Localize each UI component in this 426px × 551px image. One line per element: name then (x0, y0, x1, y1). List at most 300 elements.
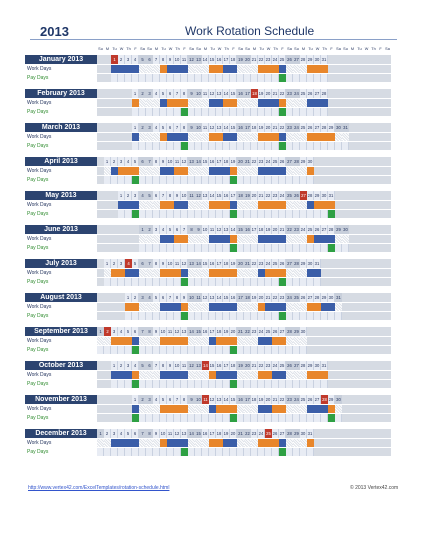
work-day-cell[interactable] (286, 371, 293, 379)
pay-day-cell[interactable] (363, 244, 370, 252)
work-day-cell[interactable] (139, 99, 146, 107)
work-day-cell[interactable] (181, 201, 188, 209)
pay-day-cell[interactable] (111, 142, 118, 150)
pay-day-cell[interactable] (146, 74, 153, 82)
pay-day-cell[interactable] (258, 312, 265, 320)
work-day-cell[interactable] (384, 371, 391, 379)
work-day-cell[interactable] (314, 235, 321, 243)
work-day-cell[interactable] (104, 371, 111, 379)
pay-day-cell[interactable] (251, 448, 258, 456)
work-day-cell[interactable] (342, 65, 349, 73)
work-day-cell[interactable] (167, 439, 174, 447)
pay-day-cell[interactable] (384, 176, 391, 184)
work-day-cell[interactable] (384, 439, 391, 447)
work-day-cell[interactable] (335, 65, 342, 73)
work-day-cell[interactable] (363, 405, 370, 413)
work-day-cell[interactable] (181, 269, 188, 277)
work-day-cell[interactable] (307, 371, 314, 379)
work-day-cell[interactable] (356, 235, 363, 243)
work-day-cell[interactable] (216, 133, 223, 141)
work-day-cell[interactable] (174, 269, 181, 277)
pay-day-cell[interactable] (237, 176, 244, 184)
pay-day-cell[interactable] (237, 380, 244, 388)
work-day-cell[interactable] (237, 133, 244, 141)
pay-day-cell[interactable] (279, 210, 286, 218)
pay-day-cell[interactable] (202, 108, 209, 116)
work-day-cell[interactable] (349, 133, 356, 141)
work-day-cell[interactable] (328, 439, 335, 447)
pay-day-cell[interactable] (223, 448, 230, 456)
pay-day-cell[interactable] (188, 142, 195, 150)
pay-day-cell[interactable] (370, 108, 377, 116)
pay-day-cell[interactable] (181, 142, 188, 150)
pay-day-cell[interactable] (321, 448, 328, 456)
pay-day-cell[interactable] (111, 210, 118, 218)
pay-day-cell[interactable] (167, 244, 174, 252)
pay-day-cell[interactable] (153, 448, 160, 456)
pay-day-cell[interactable] (216, 74, 223, 82)
work-day-cell[interactable] (174, 65, 181, 73)
work-day-cell[interactable] (244, 201, 251, 209)
pay-day-cell[interactable] (272, 244, 279, 252)
work-day-cell[interactable] (370, 201, 377, 209)
work-day-cell[interactable] (307, 439, 314, 447)
pay-day-cell[interactable] (370, 312, 377, 320)
pay-day-cell[interactable] (384, 244, 391, 252)
work-day-cell[interactable] (363, 201, 370, 209)
work-day-cell[interactable] (244, 269, 251, 277)
work-day-cell[interactable] (363, 269, 370, 277)
work-day-cell[interactable] (335, 269, 342, 277)
work-day-cell[interactable] (293, 133, 300, 141)
work-day-cell[interactable] (377, 303, 384, 311)
work-day-cell[interactable] (174, 405, 181, 413)
work-day-cell[interactable] (132, 371, 139, 379)
pay-day-cell[interactable] (272, 346, 279, 354)
pay-day-cell[interactable] (146, 346, 153, 354)
work-day-cell[interactable] (160, 405, 167, 413)
work-day-cell[interactable] (216, 337, 223, 345)
work-day-cell[interactable] (363, 133, 370, 141)
pay-day-cell[interactable] (104, 278, 111, 286)
work-day-cell[interactable] (384, 303, 391, 311)
work-day-cell[interactable] (349, 303, 356, 311)
work-day-cell[interactable] (174, 303, 181, 311)
pay-day-cell[interactable] (160, 312, 167, 320)
pay-day-cell[interactable] (209, 176, 216, 184)
pay-day-cell[interactable] (188, 380, 195, 388)
work-day-cell[interactable] (174, 167, 181, 175)
work-day-cell[interactable] (293, 337, 300, 345)
work-day-cell[interactable] (286, 133, 293, 141)
pay-day-cell[interactable] (202, 346, 209, 354)
work-day-cell[interactable] (118, 405, 125, 413)
pay-day-cell[interactable] (230, 108, 237, 116)
pay-day-cell[interactable] (321, 346, 328, 354)
work-day-cell[interactable] (314, 337, 321, 345)
pay-day-cell[interactable] (97, 176, 104, 184)
pay-day-cell[interactable] (202, 142, 209, 150)
work-day-cell[interactable] (167, 235, 174, 243)
work-day-cell[interactable] (237, 235, 244, 243)
pay-day-cell[interactable] (251, 346, 258, 354)
pay-day-cell[interactable] (153, 414, 160, 422)
work-day-cell[interactable] (265, 133, 272, 141)
pay-day-cell[interactable] (314, 278, 321, 286)
pay-day-cell[interactable] (97, 448, 104, 456)
work-day-cell[interactable] (146, 99, 153, 107)
work-day-cell[interactable] (181, 337, 188, 345)
pay-day-cell[interactable] (132, 448, 139, 456)
work-day-cell[interactable] (349, 405, 356, 413)
pay-day-cell[interactable] (153, 346, 160, 354)
work-day-cell[interactable] (216, 303, 223, 311)
work-day-cell[interactable] (342, 201, 349, 209)
work-day-cell[interactable] (251, 439, 258, 447)
pay-day-cell[interactable] (321, 176, 328, 184)
work-day-cell[interactable] (363, 167, 370, 175)
work-day-cell[interactable] (146, 405, 153, 413)
work-day-cell[interactable] (335, 371, 342, 379)
work-day-cell[interactable] (132, 439, 139, 447)
work-day-cell[interactable] (265, 405, 272, 413)
pay-day-cell[interactable] (195, 346, 202, 354)
work-day-cell[interactable] (160, 201, 167, 209)
work-day-cell[interactable] (104, 133, 111, 141)
pay-day-cell[interactable] (174, 176, 181, 184)
work-day-cell[interactable] (258, 133, 265, 141)
pay-day-cell[interactable] (328, 108, 335, 116)
pay-day-cell[interactable] (167, 346, 174, 354)
pay-day-cell[interactable] (167, 142, 174, 150)
work-day-cell[interactable] (223, 439, 230, 447)
pay-day-cell[interactable] (125, 176, 132, 184)
work-day-cell[interactable] (349, 371, 356, 379)
work-day-cell[interactable] (230, 201, 237, 209)
pay-day-cell[interactable] (293, 244, 300, 252)
work-day-cell[interactable] (174, 439, 181, 447)
pay-day-cell[interactable] (251, 414, 258, 422)
pay-day-cell[interactable] (377, 380, 384, 388)
work-day-cell[interactable] (139, 235, 146, 243)
pay-day-cell[interactable] (118, 414, 125, 422)
work-day-cell[interactable] (202, 303, 209, 311)
work-day-cell[interactable] (307, 235, 314, 243)
work-day-cell[interactable] (139, 371, 146, 379)
pay-day-cell[interactable] (104, 346, 111, 354)
work-day-cell[interactable] (286, 439, 293, 447)
pay-day-cell[interactable] (160, 414, 167, 422)
work-day-cell[interactable] (139, 201, 146, 209)
pay-day-cell[interactable] (258, 278, 265, 286)
work-day-cell[interactable] (139, 133, 146, 141)
pay-day-cell[interactable] (363, 278, 370, 286)
pay-day-cell[interactable] (181, 108, 188, 116)
pay-day-cell[interactable] (314, 74, 321, 82)
work-day-cell[interactable] (307, 303, 314, 311)
pay-day-cell[interactable] (139, 176, 146, 184)
work-day-cell[interactable] (195, 99, 202, 107)
pay-day-cell[interactable] (139, 210, 146, 218)
pay-day-cell[interactable] (307, 244, 314, 252)
work-day-cell[interactable] (314, 167, 321, 175)
pay-day-cell[interactable] (251, 108, 258, 116)
work-day-cell[interactable] (328, 235, 335, 243)
pay-day-cell[interactable] (181, 210, 188, 218)
pay-day-cell[interactable] (153, 244, 160, 252)
work-day-cell[interactable] (279, 65, 286, 73)
work-day-cell[interactable] (209, 269, 216, 277)
work-day-cell[interactable] (321, 201, 328, 209)
pay-day-cell[interactable] (167, 210, 174, 218)
work-day-cell[interactable] (272, 201, 279, 209)
pay-day-cell[interactable] (167, 312, 174, 320)
pay-day-cell[interactable] (209, 278, 216, 286)
pay-day-cell[interactable] (300, 278, 307, 286)
work-day-cell[interactable] (321, 371, 328, 379)
pay-day-cell[interactable] (160, 346, 167, 354)
pay-day-cell[interactable] (153, 380, 160, 388)
work-day-cell[interactable] (111, 235, 118, 243)
work-day-cell[interactable] (258, 201, 265, 209)
pay-day-cell[interactable] (335, 142, 342, 150)
work-day-cell[interactable] (335, 167, 342, 175)
work-day-cell[interactable] (349, 99, 356, 107)
work-day-cell[interactable] (118, 99, 125, 107)
work-day-cell[interactable] (188, 65, 195, 73)
pay-day-cell[interactable] (111, 108, 118, 116)
pay-day-cell[interactable] (209, 74, 216, 82)
pay-day-cell[interactable] (363, 142, 370, 150)
work-day-cell[interactable] (293, 439, 300, 447)
pay-day-cell[interactable] (384, 142, 391, 150)
work-day-cell[interactable] (153, 235, 160, 243)
work-day-cell[interactable] (167, 99, 174, 107)
pay-day-cell[interactable] (97, 380, 104, 388)
work-day-cell[interactable] (384, 65, 391, 73)
work-day-cell[interactable] (356, 167, 363, 175)
work-day-cell[interactable] (265, 65, 272, 73)
work-day-cell[interactable] (167, 65, 174, 73)
pay-day-cell[interactable] (335, 380, 342, 388)
work-day-cell[interactable] (237, 337, 244, 345)
pay-day-cell[interactable] (167, 108, 174, 116)
work-day-cell[interactable] (258, 303, 265, 311)
work-day-cell[interactable] (167, 133, 174, 141)
work-day-cell[interactable] (160, 371, 167, 379)
pay-day-cell[interactable] (181, 312, 188, 320)
pay-day-cell[interactable] (160, 380, 167, 388)
work-day-cell[interactable] (356, 303, 363, 311)
pay-day-cell[interactable] (251, 176, 258, 184)
work-day-cell[interactable] (230, 99, 237, 107)
work-day-cell[interactable] (363, 371, 370, 379)
pay-day-cell[interactable] (125, 312, 132, 320)
pay-day-cell[interactable] (104, 244, 111, 252)
pay-day-cell[interactable] (356, 176, 363, 184)
pay-day-cell[interactable] (265, 176, 272, 184)
work-day-cell[interactable] (356, 65, 363, 73)
pay-day-cell[interactable] (251, 74, 258, 82)
pay-day-cell[interactable] (328, 448, 335, 456)
pay-day-cell[interactable] (132, 414, 139, 422)
pay-day-cell[interactable] (223, 142, 230, 150)
work-day-cell[interactable] (251, 65, 258, 73)
work-day-cell[interactable] (139, 65, 146, 73)
pay-day-cell[interactable] (202, 380, 209, 388)
work-day-cell[interactable] (153, 133, 160, 141)
pay-day-cell[interactable] (188, 312, 195, 320)
work-day-cell[interactable] (286, 337, 293, 345)
work-day-cell[interactable] (272, 99, 279, 107)
work-day-cell[interactable] (209, 99, 216, 107)
pay-day-cell[interactable] (139, 346, 146, 354)
work-day-cell[interactable] (230, 133, 237, 141)
work-day-cell[interactable] (356, 99, 363, 107)
pay-day-cell[interactable] (286, 176, 293, 184)
work-day-cell[interactable] (293, 201, 300, 209)
work-day-cell[interactable] (167, 269, 174, 277)
pay-day-cell[interactable] (377, 414, 384, 422)
pay-day-cell[interactable] (118, 210, 125, 218)
work-day-cell[interactable] (300, 201, 307, 209)
work-day-cell[interactable] (377, 337, 384, 345)
work-day-cell[interactable] (370, 235, 377, 243)
pay-day-cell[interactable] (174, 448, 181, 456)
pay-day-cell[interactable] (258, 210, 265, 218)
work-day-cell[interactable] (272, 439, 279, 447)
work-day-cell[interactable] (230, 269, 237, 277)
pay-day-cell[interactable] (97, 278, 104, 286)
pay-day-cell[interactable] (279, 448, 286, 456)
pay-day-cell[interactable] (139, 108, 146, 116)
work-day-cell[interactable] (293, 371, 300, 379)
pay-day-cell[interactable] (237, 74, 244, 82)
pay-day-cell[interactable] (188, 448, 195, 456)
work-day-cell[interactable] (328, 65, 335, 73)
work-day-cell[interactable] (132, 235, 139, 243)
work-day-cell[interactable] (223, 65, 230, 73)
work-day-cell[interactable] (251, 201, 258, 209)
work-day-cell[interactable] (342, 337, 349, 345)
work-day-cell[interactable] (272, 303, 279, 311)
pay-day-cell[interactable] (139, 448, 146, 456)
work-day-cell[interactable] (118, 303, 125, 311)
work-day-cell[interactable] (328, 133, 335, 141)
pay-day-cell[interactable] (300, 176, 307, 184)
pay-day-cell[interactable] (307, 448, 314, 456)
pay-day-cell[interactable] (265, 312, 272, 320)
work-day-cell[interactable] (209, 167, 216, 175)
pay-day-cell[interactable] (202, 448, 209, 456)
work-day-cell[interactable] (230, 167, 237, 175)
pay-day-cell[interactable] (272, 414, 279, 422)
work-day-cell[interactable] (97, 201, 104, 209)
pay-day-cell[interactable] (272, 278, 279, 286)
pay-day-cell[interactable] (195, 142, 202, 150)
work-day-cell[interactable] (251, 337, 258, 345)
pay-day-cell[interactable] (146, 142, 153, 150)
work-day-cell[interactable] (244, 405, 251, 413)
pay-day-cell[interactable] (195, 448, 202, 456)
work-day-cell[interactable] (146, 371, 153, 379)
pay-day-cell[interactable] (118, 448, 125, 456)
pay-day-cell[interactable] (363, 414, 370, 422)
pay-day-cell[interactable] (314, 380, 321, 388)
pay-day-cell[interactable] (195, 278, 202, 286)
pay-day-cell[interactable] (174, 414, 181, 422)
work-day-cell[interactable] (342, 405, 349, 413)
work-day-cell[interactable] (321, 405, 328, 413)
work-day-cell[interactable] (97, 167, 104, 175)
work-day-cell[interactable] (377, 99, 384, 107)
pay-day-cell[interactable] (223, 380, 230, 388)
pay-day-cell[interactable] (209, 210, 216, 218)
work-day-cell[interactable] (118, 337, 125, 345)
pay-day-cell[interactable] (146, 380, 153, 388)
work-day-cell[interactable] (174, 99, 181, 107)
work-day-cell[interactable] (181, 371, 188, 379)
work-day-cell[interactable] (370, 439, 377, 447)
pay-day-cell[interactable] (139, 142, 146, 150)
pay-day-cell[interactable] (174, 278, 181, 286)
pay-day-cell[interactable] (265, 278, 272, 286)
work-day-cell[interactable] (279, 269, 286, 277)
pay-day-cell[interactable] (139, 278, 146, 286)
work-day-cell[interactable] (97, 405, 104, 413)
work-day-cell[interactable] (223, 371, 230, 379)
pay-day-cell[interactable] (272, 142, 279, 150)
work-day-cell[interactable] (223, 405, 230, 413)
pay-day-cell[interactable] (153, 312, 160, 320)
pay-day-cell[interactable] (244, 278, 251, 286)
pay-day-cell[interactable] (321, 74, 328, 82)
work-day-cell[interactable] (104, 337, 111, 345)
work-day-cell[interactable] (153, 303, 160, 311)
work-day-cell[interactable] (132, 99, 139, 107)
pay-day-cell[interactable] (237, 278, 244, 286)
pay-day-cell[interactable] (174, 142, 181, 150)
work-day-cell[interactable] (181, 133, 188, 141)
work-day-cell[interactable] (237, 439, 244, 447)
pay-day-cell[interactable] (300, 346, 307, 354)
work-day-cell[interactable] (104, 235, 111, 243)
pay-day-cell[interactable] (202, 176, 209, 184)
pay-day-cell[interactable] (244, 312, 251, 320)
pay-day-cell[interactable] (223, 108, 230, 116)
work-day-cell[interactable] (188, 303, 195, 311)
work-day-cell[interactable] (125, 405, 132, 413)
work-day-cell[interactable] (188, 405, 195, 413)
work-day-cell[interactable] (377, 371, 384, 379)
pay-day-cell[interactable] (104, 210, 111, 218)
work-day-cell[interactable] (321, 167, 328, 175)
pay-day-cell[interactable] (216, 142, 223, 150)
work-day-cell[interactable] (328, 337, 335, 345)
work-day-cell[interactable] (286, 167, 293, 175)
work-day-cell[interactable] (237, 65, 244, 73)
work-day-cell[interactable] (237, 303, 244, 311)
pay-day-cell[interactable] (118, 176, 125, 184)
pay-day-cell[interactable] (349, 380, 356, 388)
pay-day-cell[interactable] (300, 74, 307, 82)
work-day-cell[interactable] (307, 269, 314, 277)
pay-day-cell[interactable] (97, 210, 104, 218)
work-day-cell[interactable] (118, 269, 125, 277)
pay-day-cell[interactable] (279, 380, 286, 388)
pay-day-cell[interactable] (104, 414, 111, 422)
work-day-cell[interactable] (384, 99, 391, 107)
